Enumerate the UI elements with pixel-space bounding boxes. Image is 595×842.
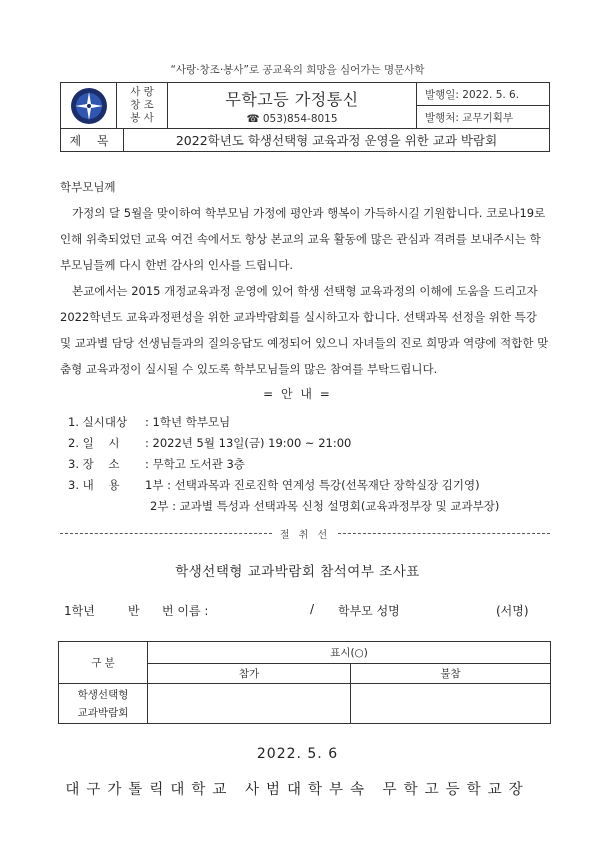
detail-key: 3. 내 용	[68, 478, 120, 492]
detail-key: 3. 장 소	[68, 457, 120, 471]
event-details	[68, 412, 548, 517]
subject-label: 제 목	[61, 129, 124, 151]
motto: “사랑·창조·봉사”로 공교육의 희망을 심어가는 명문사학	[170, 64, 425, 76]
detail-location	[68, 454, 548, 475]
letter-paragraph-1: 가정의 달 5월을 맞이하여 학부모님 가정에 평안과 행복이 가득하시길 기원합니다. 코로나19로 인해 위축되었던 교육 여건 속에서도 항상 본교의 교육 활동에 많은 관심과 격려를 보내주시는 학부모님들께 다시 한번 감사의 인사를 드립니다.	[60, 206, 546, 272]
mark-header: 표시(○)	[148, 642, 551, 664]
newsletter-title: 무학고등 가정통신	[225, 89, 359, 109]
detail-target	[68, 412, 548, 433]
sign-label: (서명)	[496, 604, 529, 618]
detail-key: 2. 일 시	[68, 436, 120, 450]
cut-dash-right	[338, 533, 550, 534]
issue-date-footer: 2022. 5. 6	[256, 746, 339, 762]
survey-title: 학생선택형 교과박람회 참석여부 조사표	[175, 564, 420, 580]
notice-heading: = 안 내 =	[263, 387, 332, 401]
value-love: 사 랑	[130, 86, 154, 98]
detail-key: 1. 실시대상	[68, 415, 128, 429]
number-name-label: 번 이름 :	[162, 604, 209, 618]
absent-header: 불참	[351, 664, 551, 684]
attend-checkbox-cell[interactable]	[148, 684, 351, 724]
detail-value: 1부 : 선택과목과 진로진학 연계성 특강(선목재단 장학실장 김기영)	[145, 478, 480, 492]
letter-paragraph-2: 본교에서는 2015 개정교육과정 운영에 있어 학생 선택형 교육과정의 이해에 도움을 드리고자 2022학년도 교육과정편성을 위한 교과박람회를 실시하고자 합니다. 선택과목 선정을 위한 특강 및 교과별 담당 선생님들과의 질의응답도 예정되어 있으니 자녀들의 진로 희망과 역량에 적합한 맞춤형 교육과정이 실시될 수 있도록 학부모님들의 많은 참여를 부탁드립니다.	[60, 284, 549, 376]
slash: /	[310, 602, 315, 616]
cut-dash-left	[60, 533, 272, 534]
class-label: 반	[128, 604, 140, 618]
newsletter-title-cell	[168, 83, 417, 128]
detail-value: : 무학고 도서관 3층	[145, 457, 245, 471]
issue-date: 발행일: 2022. 5. 6.	[417, 83, 549, 106]
value-creation: 창 조	[130, 99, 154, 111]
parent-name-label: 학부모 성명	[338, 604, 400, 618]
detail-content-part2: 2부 : 교과별 특성과 선택과목 신청 설명회(교육과정부장 및 교과부장)	[150, 499, 500, 513]
newsletter-header	[60, 82, 550, 128]
issuer: 발행처: 교무기획부	[425, 111, 514, 124]
logo-cell	[61, 83, 117, 128]
detail-content	[68, 475, 548, 496]
attendance-table	[58, 641, 551, 724]
greeting: 학부모님께	[60, 180, 116, 194]
cut-label: 절 취 선	[279, 529, 331, 541]
category-header: 구 분	[59, 642, 148, 684]
cut-line	[60, 526, 550, 540]
row-label-line1: 학생선택형	[77, 688, 129, 701]
detail-value: : 1학년 학부모님	[145, 415, 231, 429]
principal-signature: 대구가톨릭대학교 사범대학부속 무학고등학교장	[65, 782, 530, 798]
grade-label: 1학년	[64, 604, 95, 618]
row-label-line2: 교과박람회	[77, 706, 129, 719]
school-logo-icon	[69, 86, 109, 126]
row-label	[59, 684, 148, 724]
detail-value: : 2022년 5월 13일(금) 19:00 ~ 21:00	[145, 436, 352, 450]
issue-meta	[417, 83, 549, 128]
survey-fill-line	[60, 602, 550, 618]
subject-row	[60, 128, 550, 152]
value-service: 봉 사	[130, 112, 154, 124]
school-values	[117, 83, 168, 128]
absent-checkbox-cell[interactable]	[351, 684, 551, 724]
subject-text: 2022학년도 학생선택형 교육과정 운영을 위한 교과 박람회	[175, 133, 498, 148]
detail-datetime	[68, 433, 548, 454]
phone-number: ☎ 053)854-8015	[246, 112, 338, 125]
attend-header: 참가	[148, 664, 351, 684]
